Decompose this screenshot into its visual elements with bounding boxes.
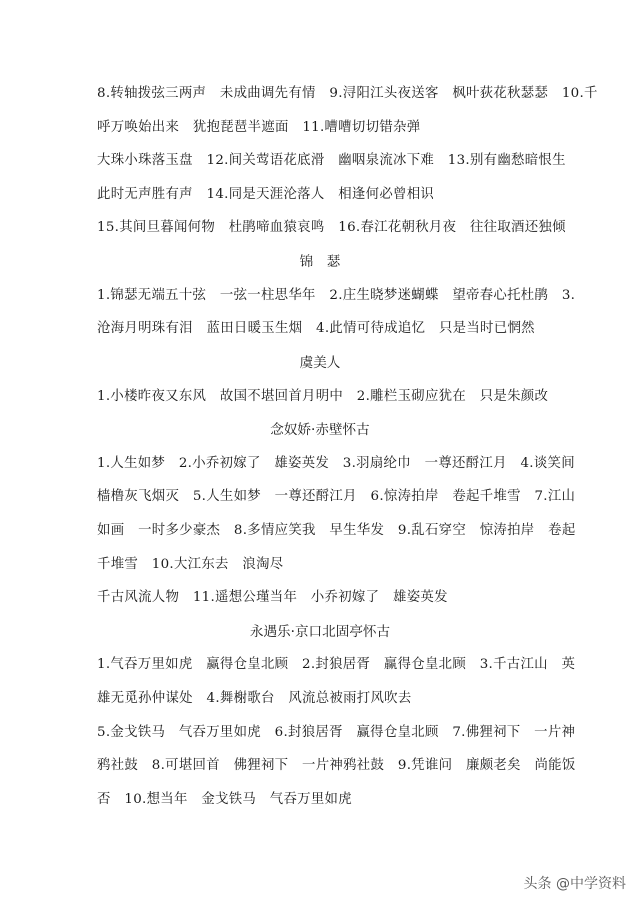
text-line: 否 10.想当年 金戈铁马 气吞万里如虎 [97,792,352,807]
text-line: 1.人生如梦 2.小乔初嫁了 雄姿英发 3.羽扇纶巾 一尊还酹江月 4.谈笑间 [97,456,575,471]
text-line: 千古风流人物 11.遥想公瑾当年 小乔初嫁了 雄姿英发 [97,590,448,605]
text-line: 樯橹灰飞烟灭 5.人生如梦 一尊还酹江月 6.惊涛拍岸 卷起千堆雪 7.江山 [97,489,576,504]
section-title-yongyuyue: 永遇乐·京口北固亭怀古 [249,624,391,640]
text-line: 呼万唤始出来 犹抱琵琶半遮面 11.嘈嘈切切错杂弹 [97,120,421,135]
section-title-niannujiao: 念奴娇·赤壁怀古 [270,422,370,438]
text-line: 8.转轴拨弦三两声 未成曲调先有情 9.浔阳江头夜送客 枫叶荻花秋瑟瑟 10.千 [97,86,598,101]
text-line: 如画 一时多少豪杰 8.多情应笑我 早生华发 9.乱石穿空 惊涛拍岸 卷起 [97,523,576,538]
text-line: 5.金戈铁马 气吞万里如虎 6.封狼居胥 赢得仓皇北顾 7.佛狸祠下 一片神 [97,725,576,740]
text-line: 千堆雪 10.大江东去 浪淘尽 [97,557,284,572]
text-line: 此时无声胜有声 14.同是天涯沦落人 相逢何必曾相识 [97,187,435,202]
text-line: 1.小楼昨夜又东风 故国不堪回首月明中 2.雕栏玉砌应犹在 只是朱颜改 [97,389,549,404]
text-line: 大珠小珠落玉盘 12.间关莺语花底滑 幽咽泉流冰下难 13.别有幽愁暗恨生 [97,153,566,168]
section-title-jinse: 锦 瑟 [299,254,341,270]
text-line: 沧海月明珠有泪 蓝田日暖玉生烟 4.此情可待成追忆 只是当时已惘然 [97,321,535,336]
text-line: 雄无觅孙仲谋处 4.舞榭歌台 风流总被雨打风吹去 [97,691,412,706]
text-line: 鸦社鼓 8.可堪回首 佛狸祠下 一片神鸦社鼓 9.凭谁问 廉颇老矣 尚能饭 [97,758,576,773]
text-line: 1.气吞万里如虎 赢得仓皇北顾 2.封狼居胥 赢得仓皇北顾 3.千古江山 英 [97,657,576,672]
section-title-yumeiren: 虞美人 [299,355,341,371]
text-line: 1.锦瑟无端五十弦 一弦一柱思华年 2.庄生晓梦迷蝴蝶 望帝春心托杜鹃 3. [97,288,576,303]
text-line: 15.其间旦暮闻何物 杜鹃啼血猿哀鸣 16.春江花朝秋月夜 往往取酒还独倾 [97,220,566,235]
source-watermark: 头条 @中学资料 [523,876,626,892]
